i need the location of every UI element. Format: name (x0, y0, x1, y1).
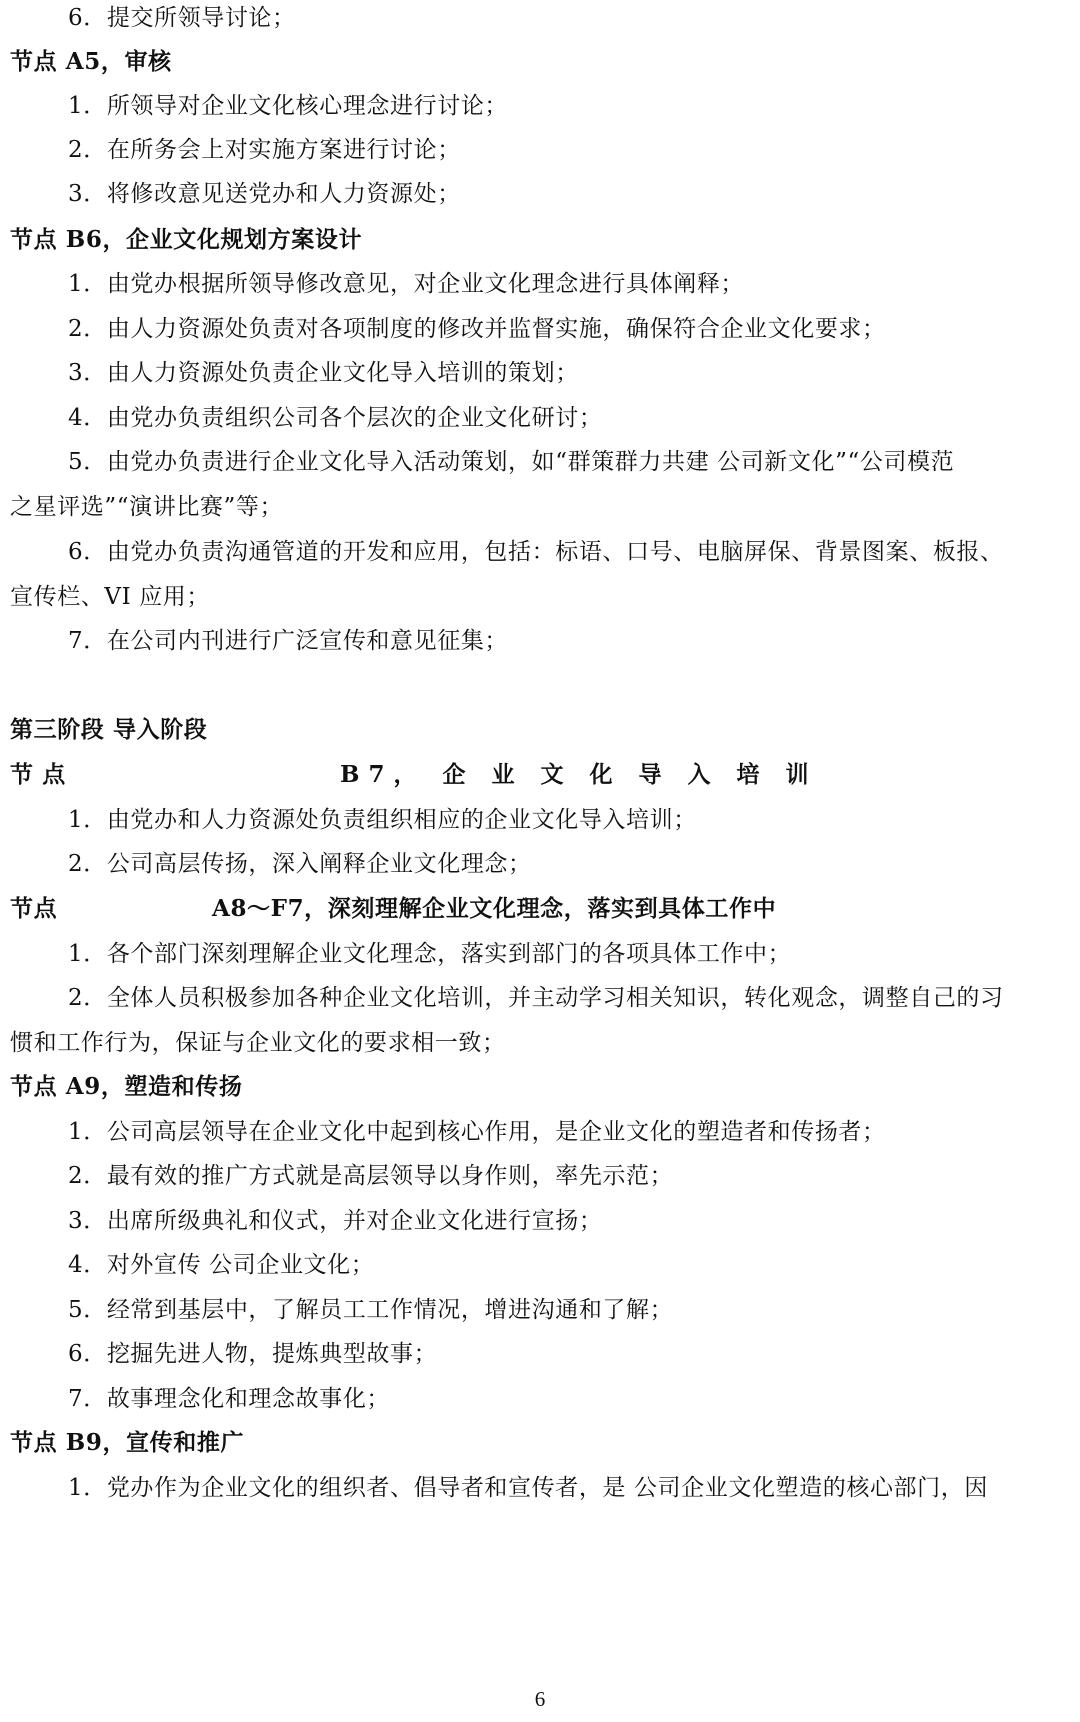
list-item: 3．由人力资源处负责企业文化导入培训的策划； (68, 360, 579, 386)
list-item: 2．在所务会上对实施方案进行讨论； (68, 137, 461, 163)
list-item: 7．故事理念化和理念故事化； (68, 1386, 391, 1412)
list-item: 2．最有效的推广方式就是高层领导以身作则，率先示范； (68, 1163, 674, 1189)
list-item: 5．由党办负责进行企业文化导入活动策划，如“群策群力共建 公司新文化”“公司模范 (68, 449, 955, 475)
section-heading: 节点 A5，审核 (10, 48, 172, 75)
list-item: 3．出席所级典礼和仪式，并对企业文化进行宣扬； (68, 1208, 603, 1234)
list-item: 2．全体人员积极参加各种企业文化培训，并主动学习相关知识，转化观念，调整自己的习 (68, 985, 1004, 1011)
list-item: 2．公司高层传扬，深入阐释企业文化理念； (68, 851, 532, 877)
list-item: 4．对外宣传 公司企业文化； (68, 1252, 375, 1278)
node-label: 节 点 (10, 761, 66, 788)
list-item: 1．由党办和人力资源处负责组织相应的企业文化导入培训； (68, 807, 697, 833)
page-number: 6 (534, 1687, 546, 1711)
node-title: A8～F7，深刻理解企业文化理念，落实到具体工作中 (212, 895, 777, 922)
list-item: 1．所领导对企业文化核心理念进行讨论； (68, 93, 509, 119)
section-heading: 节点 B6，企业文化规划方案设计 (10, 226, 363, 253)
list-item: 7．在公司内刊进行广泛宣传和意见征集； (68, 628, 509, 654)
node-label: 节点 (10, 895, 58, 922)
list-item: 1．公司高层领导在企业文化中起到核心作用，是企业文化的塑造者和传扬者； (68, 1119, 886, 1145)
list-item-continuation: 宣传栏、VI 应用； (10, 584, 211, 610)
section-heading: 节点 A9，塑造和传扬 (10, 1073, 243, 1100)
list-item: 3．将修改意见送党办和人力资源处； (68, 181, 461, 207)
list-item: 4．由党办负责组织公司各个层次的企业文化研讨； (68, 405, 603, 431)
node-heading-a8 (0, 893, 1080, 925)
list-item: 1．由党办根据所领导修改意见，对企业文化理念进行具体阐释； (68, 271, 745, 297)
list-item: 6．由党办负责沟通管道的开发和应用，包括：标语、口号、电脑屏保、背景图案、板报、 (68, 539, 1004, 565)
node-title: B7， 企 业 文 化 导 入 培 训 (340, 761, 818, 788)
list-item: 2．由人力资源处负责对各项制度的修改并监督实施，确保符合企业文化要求； (68, 316, 886, 342)
section-heading: 节点 B9，宣传和推广 (10, 1429, 245, 1456)
list-item: 1．党办作为企业文化的组织者、倡导者和宣传者，是 公司企业文化塑造的核心部门，因 (68, 1475, 988, 1501)
node-heading-b7 (0, 759, 1080, 791)
stage-heading: 第三阶段 导入阶段 (10, 716, 208, 743)
list-item-continuation: 之星评选”“演讲比赛”等； (10, 494, 284, 520)
list-item: 6．挖掘先进人物，提炼典型故事； (68, 1341, 438, 1367)
list-item: 1．各个部门深刻理解企业文化理念，落实到部门的各项具体工作中； (68, 941, 792, 967)
list-item-continuation: 惯和工作行为，保证与企业文化的要求相一致； (10, 1030, 506, 1056)
list-item: 5．经常到基层中，了解员工工作情况，增进沟通和了解； (68, 1297, 674, 1323)
list-item: 6．提交所领导讨论； (68, 5, 296, 31)
